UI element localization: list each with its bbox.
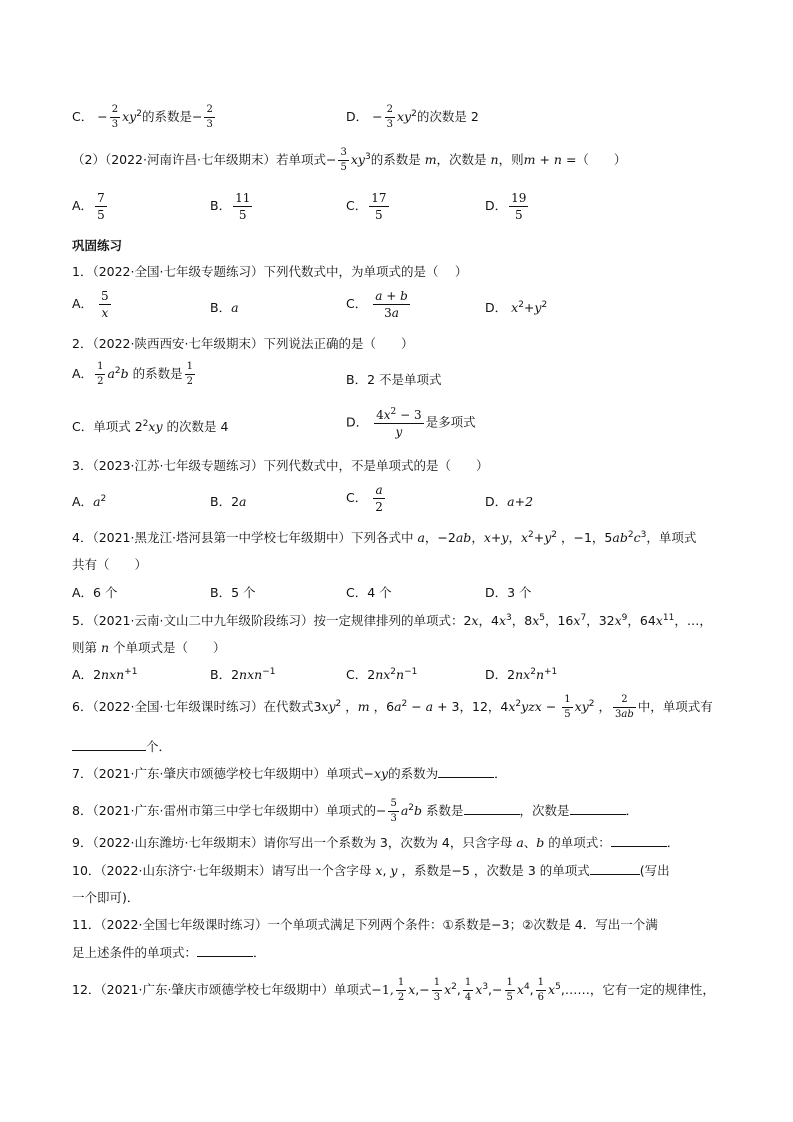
- answer-blank[interactable]: [464, 802, 520, 815]
- q2b-option-d: D． $\frac{4x^2 - 3}{y}$ 是多项式: [346, 407, 476, 439]
- q3-option-a: A．$a^2$: [72, 493, 107, 509]
- q2-option-c: C． $\frac{17}{5}$: [346, 191, 387, 222]
- answer-blank[interactable]: [611, 834, 667, 847]
- prev-option-d: D． − $\frac{2}{3}$ $xy^2$的次数是 2: [346, 104, 479, 130]
- q3-option-d: D．a+2: [485, 494, 534, 509]
- q4-option-c: C．4 个: [346, 585, 392, 600]
- q5-option-c: C．$2nx^2n^{-1}$: [346, 666, 418, 682]
- q1-option-c: C． $\frac{a + b}{3a}$: [346, 289, 408, 320]
- question-1: 1．（2022·全国·七年级专题练习）下列代数式中，为单项式的是（ ）: [72, 264, 468, 279]
- q2-option-d: D． $\frac{19}{5}$: [485, 191, 527, 222]
- question-2: 2．（2022·陕西西安·七年级期末）下列说法正确的是（ ）: [72, 336, 414, 351]
- prev-option-c: C． − $\frac{2}{3}$ $xy^2$的系数是− $\frac{2}{3}$: [72, 104, 213, 130]
- question-6: 6．（2022·全国·七年级课时练习）在代数式$3xy^2$ ，m ，$6a^2 - a + 3$，12，$4x^2yzx$ − $\frac{1}{5}$ $xy^2$ ， $\frac{2}{3ab}$ 中，单项式有: [72, 694, 713, 720]
- answer-blank[interactable]: [438, 765, 494, 778]
- answer-blank[interactable]: [570, 802, 626, 815]
- q1-option-b: B．a: [210, 300, 239, 315]
- q2-option-b: B． $\frac{11}{5}$: [210, 191, 251, 222]
- q2b-option-a: A． $\frac{1}{2}$ $a^2b$ 的系数是 $\frac{1}{2}$: [72, 361, 194, 387]
- q3-option-c: C． $\frac{a}{2}$: [346, 483, 383, 514]
- q5-option-a: A．2nxn$^{+1}$: [72, 666, 138, 682]
- answer-blank[interactable]: [72, 738, 146, 751]
- question-8: 8．（2021·广东·雷州市第三中学七年级期中）单项式的− $\frac{5}{3}$ $a^2b$ 系数是 ，次数是 ．: [72, 798, 639, 824]
- q5-option-b: B．2nxn$^{-1}$: [210, 666, 276, 682]
- question-4: 4．（2021·黑龙江·塔河县第一中学校七年级期中）下列各式中 a，−2ab，x+y，$x^2+y^2$ ，−1，$5ab^2c^3$，单项式: [72, 529, 697, 545]
- question-9: 9．（2022·山东潍坊·七年级期末）请你写出一个系数为 3，次数为 4，只含字母 a、b 的单项式： ．: [72, 835, 680, 850]
- q2-option-a: A． $\frac{7}{5}$: [72, 191, 105, 222]
- q2b-option-c: C．单项式 $2^2xy$ 的次数是 4: [72, 418, 229, 434]
- q4-option-a: A．6 个: [72, 585, 118, 600]
- q3-option-b: B．2a: [210, 494, 247, 509]
- question-3: 3．（2023·江苏·七年级专题练习）下列代数式中，不是单项式的是（ ）: [72, 458, 489, 473]
- question-2-sub: （2）（2022·河南许昌·七年级期末）若单项式− $\frac{3}{5}$ $xy^3$的系数是 m，次数是 n，则m + n =（ ）: [72, 147, 627, 173]
- answer-blank[interactable]: [197, 944, 253, 957]
- question-5-line2: 则第 n 个单项式是（ ）: [72, 640, 226, 655]
- question-5: 5．（2021·云南·文山二中九年级阶段练习）按一定规律排列的单项式：2x，$4x^3$，$8x^5$，$16x^7$，$32x^9$，$64x^{11}$，…，: [72, 612, 712, 628]
- question-6-line2: 个．: [72, 737, 171, 755]
- q4-option-b: B．5 个: [210, 585, 256, 600]
- section-title: 巩固练习: [72, 238, 123, 253]
- question-12: 12．（2021·广东·肇庆市颂德学校七年级期中）单项式−1, $\frac{1}{2}$ x,− $\frac{1}{3}$ $x^2$, $\frac{1}{4}$ $x^3,-$ $\frac{1}{5}$ $x^4$, $\frac{1}{6}$ $x^5,\dots\dots$，它有一定的规律性，: [72, 977, 715, 1003]
- question-7: 7．（2021·广东·肇庆市颂德学校七年级期中）单项式−xy的系数为 ．: [72, 766, 507, 781]
- q1-option-a: A． $\frac{5}{x}$: [72, 289, 109, 320]
- question-11-line2: 足上述条件的单项式： ．: [72, 945, 266, 960]
- question-10: 10．（2022·山东济宁·七年级期末）请写出一个含字母 x, y ，系数是−5 ，次数是 3 的单项式 (写出: [72, 863, 670, 878]
- answer-blank[interactable]: [590, 862, 640, 875]
- q4-option-d: D．3 个: [485, 585, 532, 600]
- q5-option-d: D．$2nx^2n^{+1}$: [485, 666, 558, 682]
- q2b-option-b: B．2 不是单项式: [346, 372, 442, 387]
- question-10-line2: 一个即可)．: [72, 890, 140, 905]
- q1-option-d: D． $x^2+y^2$: [485, 299, 548, 315]
- question-11: 11．（2022·全国七年级课时练习）一个单项式满足下列两个条件：①系数是−3；②次数是 4．写出一个满: [72, 917, 658, 932]
- question-4-line2: 共有（ ）: [72, 557, 148, 572]
